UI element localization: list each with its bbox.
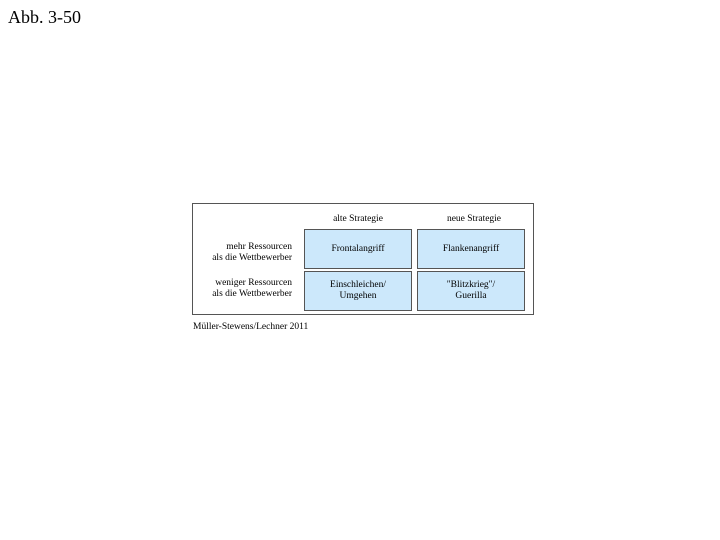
column-header-alte-strategie: alte Strategie [333,214,383,224]
row-header-mehr-ressourcen: mehr Ressourcen als die Wettbewerber [212,242,292,263]
cell-frontalangriff: Frontalangriff [304,229,412,269]
cell-flankenangriff: Flankenangriff [417,229,525,269]
column-header-neue-strategie: neue Strategie [446,214,502,224]
cell-einschleichen-umgehen: Einschleichen/ Umgehen [304,271,412,311]
source-citation: Müller-Stewens/Lechner 2011 [193,322,309,332]
row-header-weniger-ressourcen: weniger Ressourcen als die Wettbewerber [212,278,292,299]
cell-blitzkrieg-guerilla: "Blitzkrieg"/ Guerilla [417,271,525,311]
slide-title: Abb. 3-50 [8,7,81,27]
